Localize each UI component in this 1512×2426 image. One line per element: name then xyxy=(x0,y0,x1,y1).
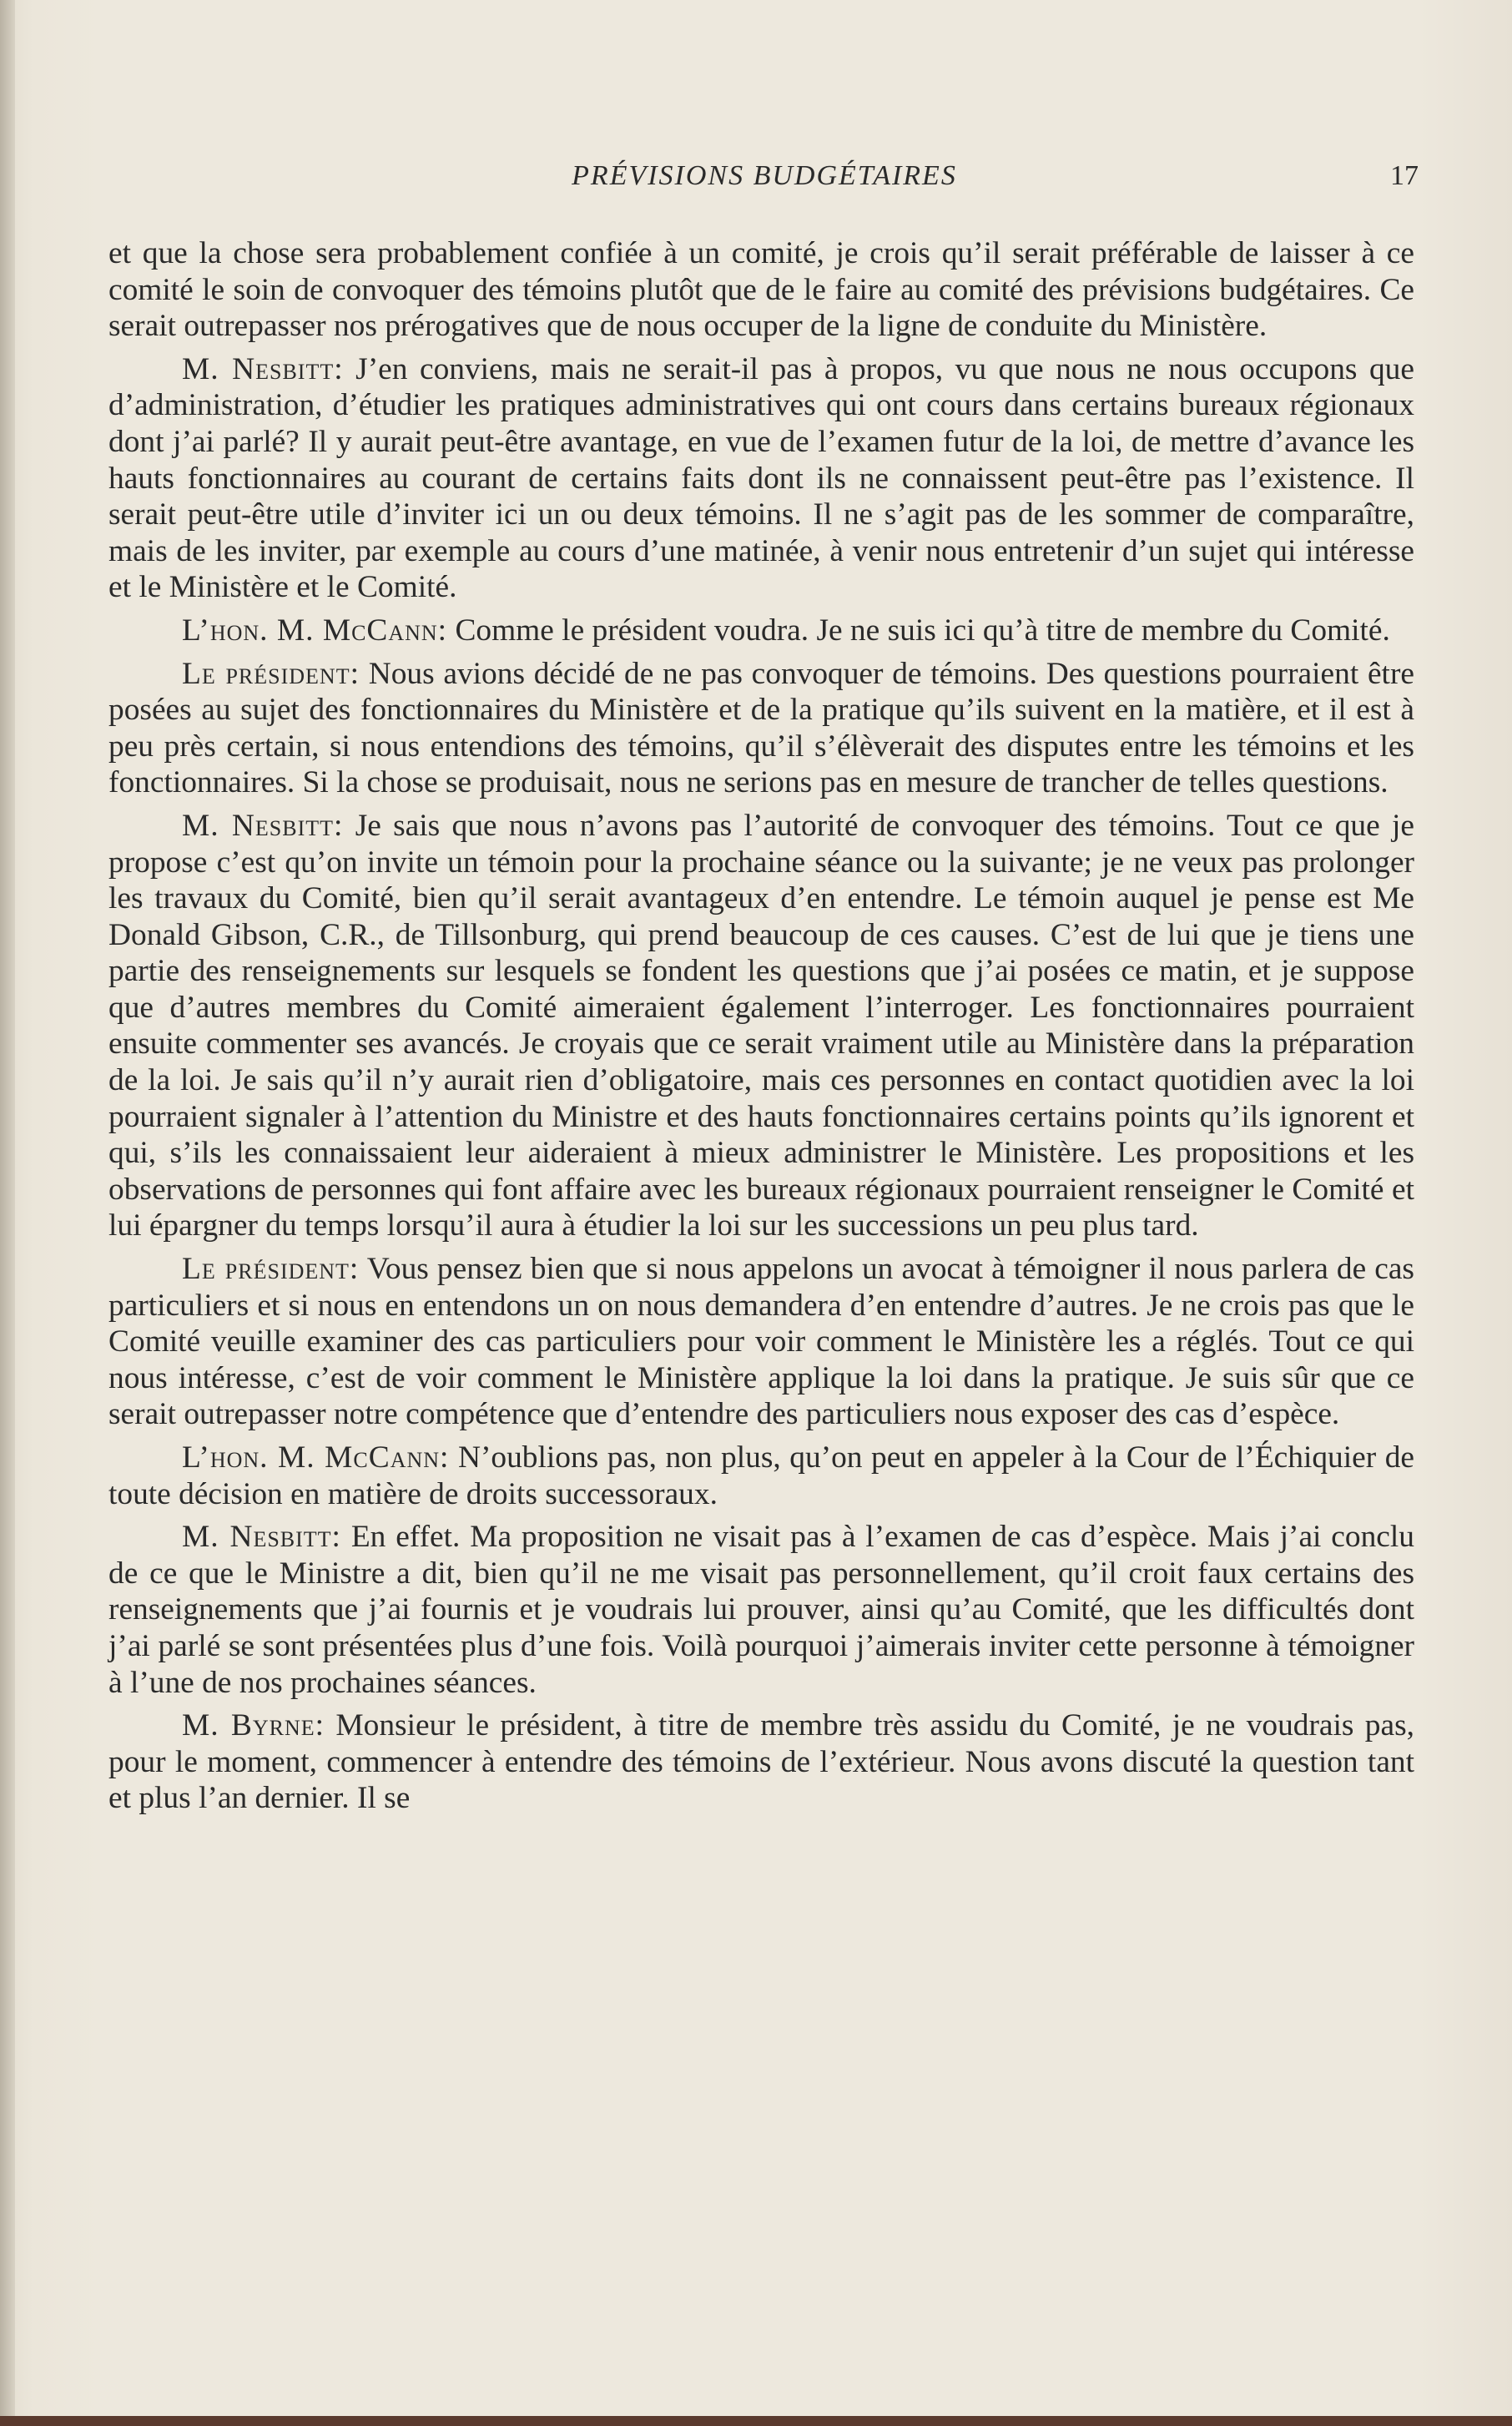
running-title: PRÉVISIONS BUDGÉTAIRES xyxy=(572,160,957,191)
paragraph xyxy=(108,656,1414,801)
paragraph xyxy=(108,1519,1414,1701)
speaker-name: M. Byrne: xyxy=(182,1708,325,1743)
page-number: 17 xyxy=(1390,160,1419,191)
speaker-name: M. Nesbitt: xyxy=(182,808,344,843)
speaker-name: L’hon. M. McCann: xyxy=(182,1440,450,1475)
paragraph-text: Nous avions décidé de ne pas convoquer de témoins. Des questions pourraient être posées au sujet des fonctionnaires du Ministère et de la pratique qu’ils suivent en la matière, et il est à peu près certain, si nous entendions des témoins, qu’il s’élèverait des disputes entre les témoins et les fonctionnaires. Si la chose se produisait, nous ne serions pas en mesure de trancher de telles questions. xyxy=(108,656,1414,800)
paragraph xyxy=(108,1440,1414,1512)
paragraph-text: Vous pensez bien que si nous appelons un avocat à témoigner il nous parlera de cas particuliers et si nous en entendons un on nous demandera d’en entendre d’autres. Je ne crois pas que le Comité veuille examiner des cas particuliers pour voir comment le Ministère les a réglés. Tout ce qui nous intéresse, c’est de voir comment le Ministère applique la loi dans la pratique. Je suis sûr que ce serait outrepasser notre compétence que d’entendre des particuliers nous exposer des cas d’espèce. xyxy=(108,1252,1414,1432)
paragraph-text: Je sais que nous n’avons pas l’autorité de convoquer des témoins. Tout ce que je propose c’est qu’on invite un témoin pour la prochaine séance ou la suivante; je ne veux pas prolonger les travaux du Comité, bien qu’il serait avantageux d’en entendre. Le témoin auquel je pense est Me Donald Gibson, C.R., de Tillsonburg, qui prend beaucoup de ces causes. C’est de lui que je tiens une partie des renseignements sur lesquels se fondent les questions que j’ai posées ce matin, et je suppose que d’autres membres du Comité aimeraient également l’interroger. Les fonctionnaires pourraient ensuite commenter ses avancés. Je croyais que ce serait vraiment utile au Ministère dans la préparation de la loi. Je sais qu’il n’y aurait rien d’obligatoire, mais ces personnes en contact quotidien avec la loi pourraient signaler à l’attention du Ministre et des hauts fonctionnaires certains points qu’ils ignorent et qui, s’ils les connaissaient leur aideraient à mieux administrer le Ministère. Les propositions et les observations de personnes qui font affaire avec les bureaux régionaux pourraient renseigner le Comité et lui épargner du temps lorsqu’il aura à étudier la loi sur les successions un peu plus tard. xyxy=(108,808,1414,1243)
page-binding-shadow xyxy=(0,0,15,2426)
paragraph xyxy=(108,808,1414,1244)
paragraph-text: N’oublions pas, non plus, qu’on peut en appeler à la Cour de l’Échiquier de toute décision en matière de droits successoraux. xyxy=(108,1440,1414,1511)
body-text xyxy=(108,235,1414,1823)
paragraph xyxy=(108,235,1414,345)
speaker-name: L’hon. M. McCann: xyxy=(182,613,448,648)
paragraph-text: et que la chose sera probablement confiée à un comité, je crois qu’il serait préférable de laisser à ce comité le soin de convoquer des témoins plutôt que de le faire au comité des prévisions budgétaires. Ce serait outrepasser nos prérogatives que de nous occuper de la ligne de conduite du Ministère. xyxy=(108,236,1414,344)
paragraph xyxy=(108,613,1414,649)
paragraph-text: J’en conviens, mais ne serait-il pas à propos, vu que nous ne nous occupons que d’administration, d’étudier les pratiques administratives qui ont cours dans certains bureaux régionaux dont j’ai parlé? Il y aurait peut-être avantage, en vue de l’examen futur de la loi, de mettre d’avance les hauts fonctionnaires au courant de certains faits dont ils ne connaissent peut-être pas l’existence. Il serait peut-être utile d’inviter ici un ou deux témoins. Il ne s’agit pas de les sommer de comparaître, mais de les inviter, par exemple au cours d’une matinée, à venir nous entretenir d’un sujet qui intéresse et le Ministère et le Comité. xyxy=(108,351,1414,605)
paragraph-text: Monsieur le président, à titre de membre très assidu du Comité, je ne voudrais pas, pour le moment, commencer à entendre des témoins de l’extérieur. Nous avons discuté la question tant et plus l’an dernier. Il se xyxy=(108,1708,1414,1816)
running-head xyxy=(0,160,1512,202)
speaker-name: M. Nesbitt: xyxy=(182,351,344,386)
paragraph-text: En effet. Ma proposition ne visait pas à l’examen de cas d’espèce. Mais j’ai conclu de ce que le Ministre a dit, bien qu’il ne me visait pas personnellement, qu’il croit faux certains des renseignements que j’ai fournis et je voudrais lui prouver, ainsi qu’au Comité, que les difficultés dont j’ai parlé se sont présentées plus d’une fois. Voilà pourquoi j’aimerais inviter cette personne à témoigner à l’une de nos prochaines séances. xyxy=(108,1520,1414,1700)
paragraph-text: Comme le président voudra. Je ne suis ici qu’à titre de membre du Comité. xyxy=(455,613,1390,648)
paragraph xyxy=(108,1707,1414,1817)
speaker-name: Le président: xyxy=(182,1252,360,1287)
page-bottom-edge xyxy=(0,2416,1512,2426)
speaker-name: M. Nesbitt: xyxy=(182,1520,341,1555)
paragraph xyxy=(108,351,1414,606)
speaker-name: Le président: xyxy=(182,656,360,691)
paragraph xyxy=(108,1251,1414,1433)
